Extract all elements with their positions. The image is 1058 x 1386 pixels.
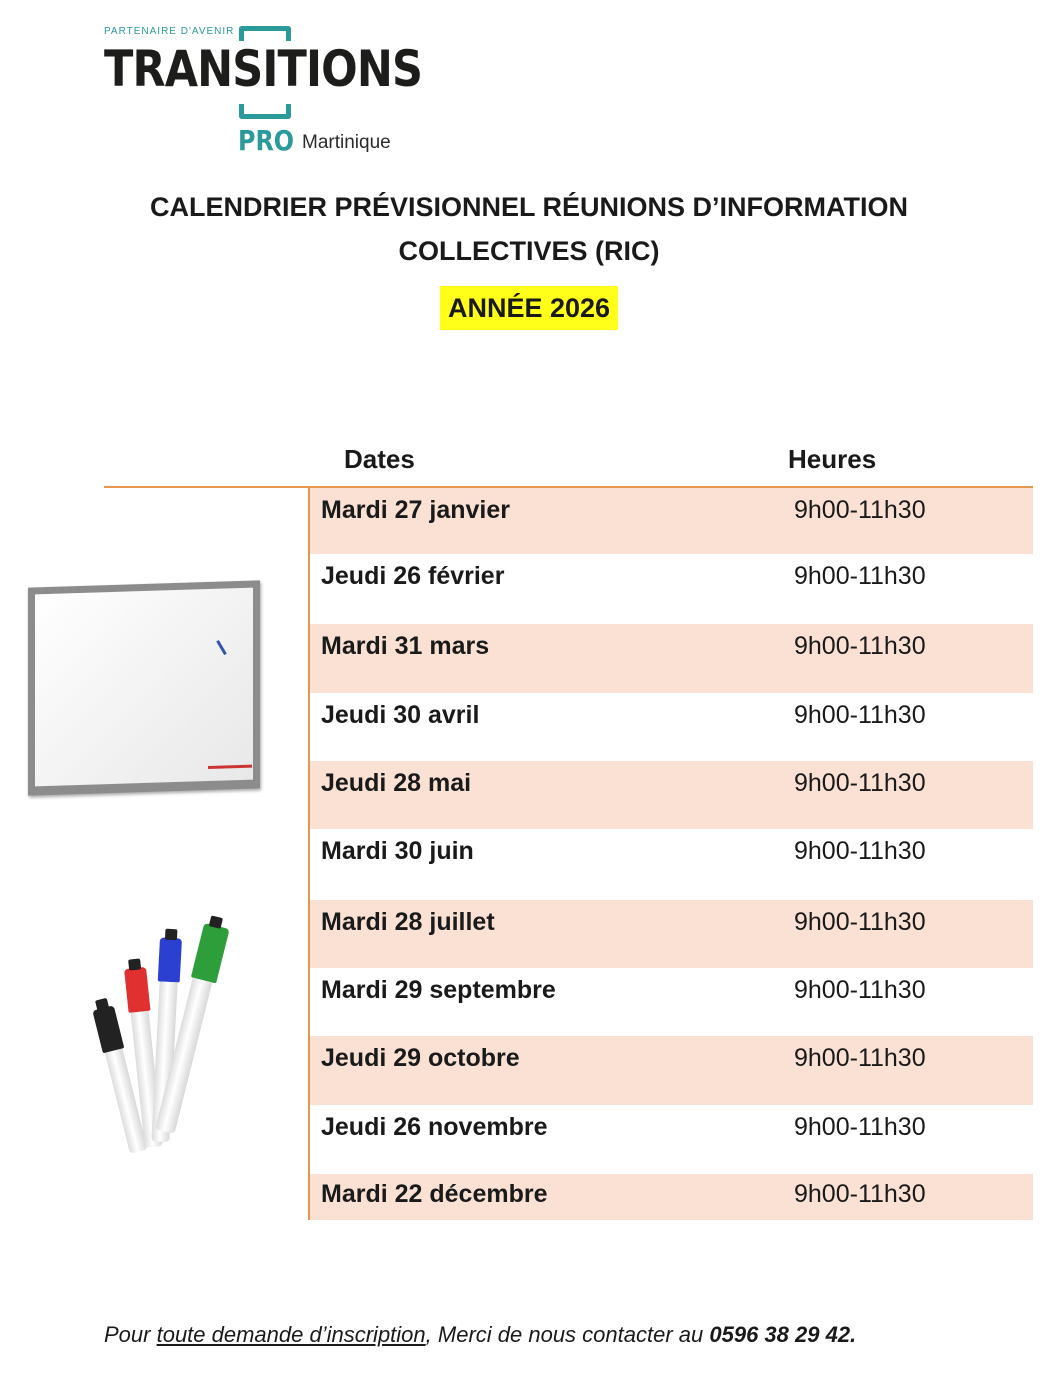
registration-link[interactable]: toute demande d’inscription bbox=[156, 1322, 426, 1347]
transitions-pro-logo bbox=[104, 24, 423, 164]
column-header-dates: Dates bbox=[344, 444, 415, 474]
table-row bbox=[310, 968, 1033, 1036]
column-header-heures: Heures bbox=[788, 444, 877, 474]
logo-bracket-bottom-icon bbox=[239, 104, 291, 119]
row-hours: 9h00-11h30 bbox=[794, 701, 926, 729]
table-row bbox=[310, 624, 1033, 693]
row-date: Mardi 30 juin bbox=[321, 837, 474, 865]
title-line-1: CALENDRIER PRÉVISIONNEL RÉUNIONS D’INFORMATION bbox=[149, 192, 909, 222]
row-hours: 9h00-11h30 bbox=[794, 837, 926, 865]
table-row bbox=[310, 900, 1033, 968]
whiteboard-surface bbox=[35, 588, 253, 787]
row-date: Mardi 22 décembre bbox=[321, 1180, 548, 1208]
whiteboard-icon bbox=[28, 580, 260, 795]
red-marker-icon bbox=[124, 967, 146, 969]
table-row bbox=[310, 488, 1033, 554]
blue-marker-icon bbox=[160, 937, 182, 938]
row-date: Mardi 27 janvier bbox=[321, 496, 510, 524]
row-hours: 9h00-11h30 bbox=[794, 496, 926, 524]
row-date: Jeudi 26 novembre bbox=[321, 1113, 548, 1141]
table-row bbox=[310, 1105, 1033, 1174]
row-date: Jeudi 28 mai bbox=[321, 769, 472, 797]
black-marker-icon bbox=[92, 1005, 113, 1010]
markers-icon bbox=[80, 912, 260, 1172]
row-hours: 9h00-11h30 bbox=[794, 769, 926, 797]
logo-tagline: PARTENAIRE D'AVENIR bbox=[104, 26, 235, 37]
marker-cap bbox=[158, 937, 182, 982]
row-date: Jeudi 29 octobre bbox=[321, 1044, 520, 1072]
green-marker-icon bbox=[204, 923, 229, 929]
table-row bbox=[310, 554, 1033, 624]
footer-prefix: Pour bbox=[104, 1322, 157, 1347]
row-date: Mardi 29 septembre bbox=[321, 976, 556, 1004]
table-row bbox=[310, 829, 1033, 900]
title-line-2: COLLECTIVES (RIC) bbox=[398, 236, 660, 266]
marker-cap bbox=[191, 923, 230, 984]
table-row bbox=[310, 1036, 1033, 1105]
row-hours: 9h00-11h30 bbox=[794, 632, 926, 660]
year-badge: ANNÉE 2026 bbox=[440, 286, 618, 330]
logo-brand: TRANSITIONS bbox=[104, 40, 423, 98]
row-date: Jeudi 26 février bbox=[321, 562, 505, 590]
row-date: Mardi 31 mars bbox=[321, 632, 490, 660]
logo-bracket-top-icon bbox=[239, 26, 291, 41]
table-row bbox=[310, 693, 1033, 761]
row-hours: 9h00-11h30 bbox=[794, 1044, 926, 1072]
row-date: Jeudi 30 avril bbox=[321, 701, 480, 729]
page-title bbox=[0, 185, 1058, 273]
table-row bbox=[310, 1174, 1033, 1220]
marker-cap bbox=[92, 1005, 124, 1053]
table-row bbox=[310, 761, 1033, 829]
phone-number: 0596 38 29 42. bbox=[709, 1322, 857, 1347]
row-hours: 9h00-11h30 bbox=[794, 1113, 926, 1141]
marker-cap bbox=[124, 967, 150, 1013]
logo-region: Martinique bbox=[302, 132, 391, 153]
row-hours: 9h00-11h30 bbox=[794, 908, 926, 936]
row-hours: 9h00-11h30 bbox=[794, 1180, 926, 1208]
row-hours: 9h00-11h30 bbox=[794, 976, 926, 1004]
footer-contact bbox=[104, 1322, 856, 1348]
row-date: Mardi 28 juillet bbox=[321, 908, 495, 936]
row-hours: 9h00-11h30 bbox=[794, 562, 926, 590]
logo-pro: PRO bbox=[238, 124, 295, 157]
footer-middle: , Merci de nous contacter au bbox=[425, 1322, 710, 1347]
year-container bbox=[0, 286, 1058, 330]
